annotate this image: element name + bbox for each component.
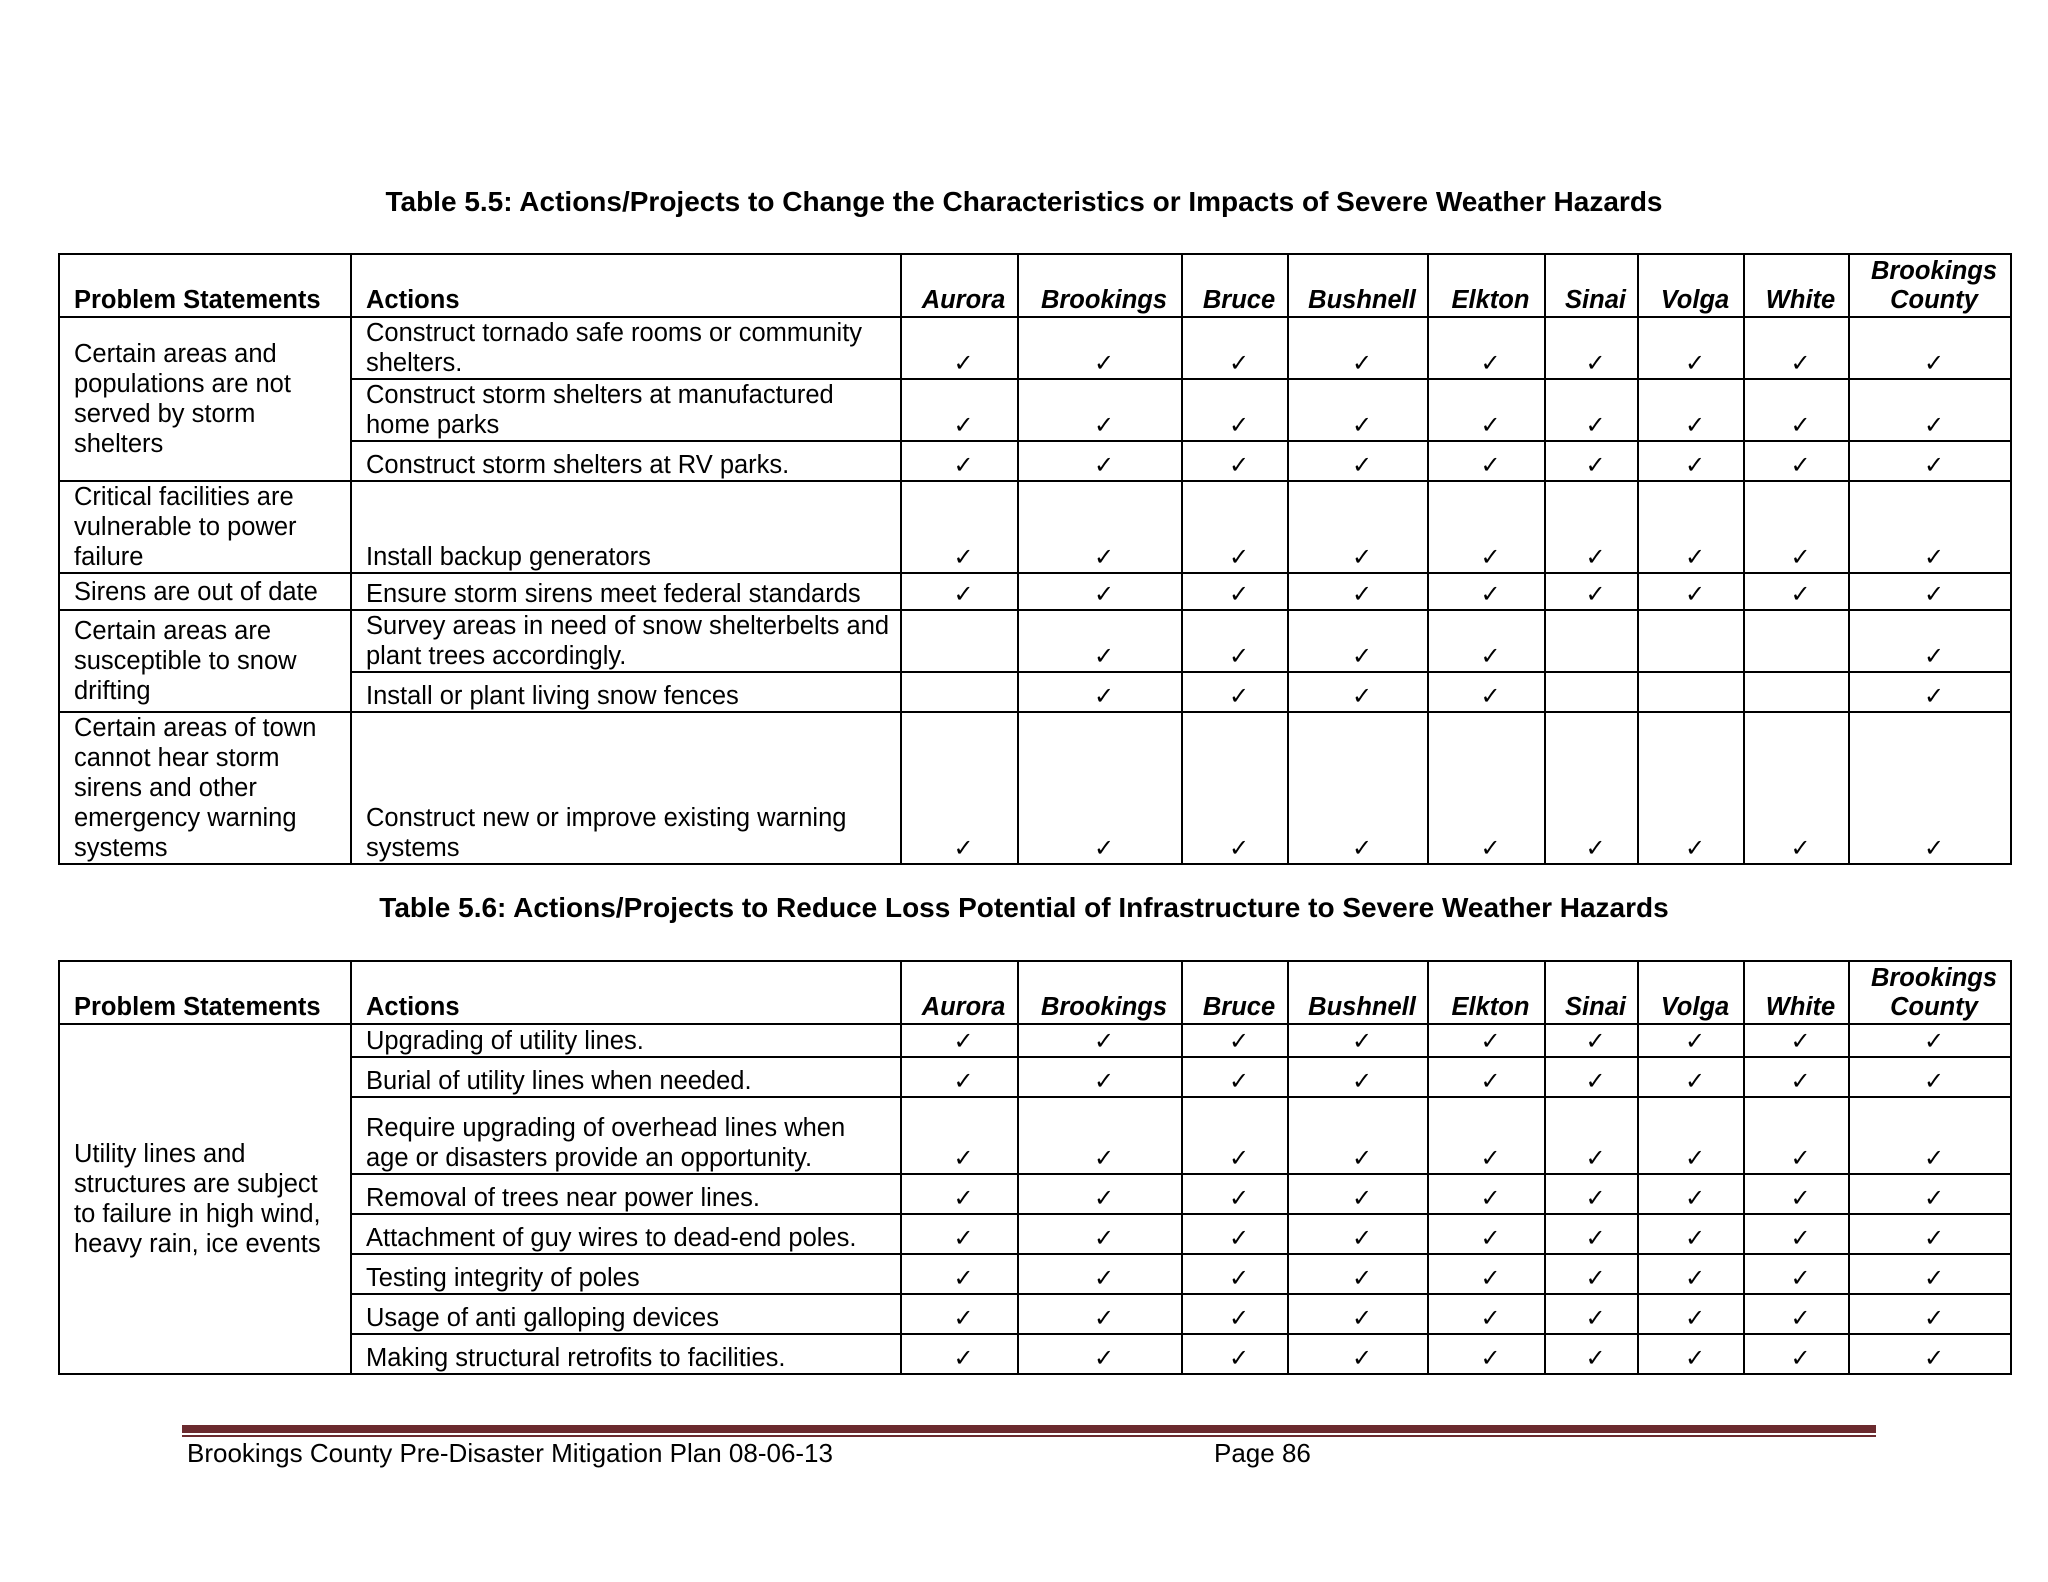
check-mark-icon: ✓ [1018,573,1182,610]
check-mark-icon: ✓ [1428,610,1545,672]
empty-cell [1638,610,1744,672]
check-mark-icon: ✓ [1744,1174,1849,1214]
empty-cell [1545,672,1638,712]
header-county-line2: County [1890,286,1978,314]
check-mark-icon: ✓ [1849,379,2011,441]
table-row [59,1254,2011,1294]
check-mark-icon: ✓ [1428,573,1545,610]
problem-statement: Critical facilities are vulnerable to power failure [59,481,351,573]
header-county-line1: Brookings [1870,964,1998,992]
check-mark-icon: ✓ [1182,1057,1288,1097]
check-mark-icon: ✓ [1545,379,1638,441]
check-mark-icon: ✓ [1545,1334,1638,1374]
check-mark-icon: ✓ [1428,712,1545,864]
action-text: Require upgrading of overhead lines when age or disasters provide an opportunity. [351,1097,901,1174]
check-mark-icon: ✓ [1744,1097,1849,1174]
check-mark-icon: ✓ [1849,481,2011,573]
check-mark-icon: ✓ [1849,672,2011,712]
table-row [59,481,2011,573]
check-mark-icon: ✓ [1849,1174,2011,1214]
check-mark-icon: ✓ [1182,712,1288,864]
problem-statement: Sirens are out of date [59,573,351,610]
check-mark-icon: ✓ [1018,672,1182,712]
check-mark-icon: ✓ [1638,573,1744,610]
check-mark-icon: ✓ [1638,1334,1744,1374]
check-mark-icon: ✓ [1182,379,1288,441]
action-text: Construct tornado safe rooms or community shelters. [351,317,901,379]
table-row [59,672,2011,712]
check-mark-icon: ✓ [1182,1214,1288,1254]
empty-cell [1638,672,1744,712]
check-mark-icon: ✓ [1849,441,2011,481]
header-volga: Volga [1638,961,1744,1024]
check-mark-icon: ✓ [1182,573,1288,610]
table-row [59,379,2011,441]
header-white: White [1744,961,1849,1024]
check-mark-icon: ✓ [1018,1174,1182,1214]
check-mark-icon: ✓ [1545,1294,1638,1334]
check-mark-icon: ✓ [1182,1294,1288,1334]
check-mark-icon: ✓ [1744,1334,1849,1374]
check-mark-icon: ✓ [1545,1254,1638,1294]
check-mark-icon: ✓ [1744,481,1849,573]
check-mark-icon: ✓ [1288,1254,1428,1294]
check-mark-icon: ✓ [1182,1254,1288,1294]
check-mark-icon: ✓ [1849,610,2011,672]
empty-cell [1545,610,1638,672]
check-mark-icon: ✓ [1018,712,1182,864]
header-sinai: Sinai [1545,961,1638,1024]
check-mark-icon: ✓ [901,1174,1018,1214]
check-mark-icon: ✓ [1849,1097,2011,1174]
check-mark-icon: ✓ [1638,1057,1744,1097]
header-aurora: Aurora [901,961,1018,1024]
action-text: Making structural retrofits to facilities. [351,1334,901,1374]
check-mark-icon: ✓ [1638,1214,1744,1254]
check-mark-icon: ✓ [1744,1294,1849,1334]
check-mark-icon: ✓ [901,379,1018,441]
check-mark-icon: ✓ [1638,1174,1744,1214]
header-volga: Volga [1638,254,1744,317]
footer-page-number: Page 86 [1214,1438,1311,1468]
problem-statement: Certain areas and populations are not served by storm shelters [59,317,351,481]
check-mark-icon: ✓ [1288,317,1428,379]
check-mark-icon: ✓ [1018,610,1182,672]
check-mark-icon: ✓ [1545,481,1638,573]
check-mark-icon: ✓ [1849,1334,2011,1374]
check-mark-icon: ✓ [1182,672,1288,712]
action-text: Upgrading of utility lines. [351,1024,901,1057]
check-mark-icon: ✓ [1428,1057,1545,1097]
check-mark-icon: ✓ [1018,1294,1182,1334]
check-mark-icon: ✓ [1545,441,1638,481]
check-mark-icon: ✓ [1182,1024,1288,1057]
header-county-line1: Brookings [1870,257,1998,285]
check-mark-icon: ✓ [1545,1097,1638,1174]
check-mark-icon: ✓ [1288,379,1428,441]
check-mark-icon: ✓ [901,441,1018,481]
problem-statement: Certain areas of town cannot hear storm sirens and other emergency warning systems [59,712,351,864]
check-mark-icon: ✓ [1744,441,1849,481]
empty-cell [1744,672,1849,712]
header-county-line2: County [1890,993,1978,1021]
check-mark-icon: ✓ [1428,1174,1545,1214]
check-mark-icon: ✓ [1288,1214,1428,1254]
check-mark-icon: ✓ [1182,1334,1288,1374]
check-mark-icon: ✓ [901,317,1018,379]
header-bushnell: Bushnell [1288,961,1428,1024]
check-mark-icon: ✓ [1428,1097,1545,1174]
table-row [59,317,2011,379]
header-white: White [1744,254,1849,317]
check-mark-icon: ✓ [1288,672,1428,712]
check-mark-icon: ✓ [1638,1294,1744,1334]
table-row [59,1024,2011,1057]
header-bushnell: Bushnell [1288,254,1428,317]
header-problem-statements: Problem Statements [59,254,351,317]
check-mark-icon: ✓ [1744,712,1849,864]
check-mark-icon: ✓ [1428,1294,1545,1334]
problem-statement: Certain areas are susceptible to snow drifting [59,610,351,712]
check-mark-icon: ✓ [1638,317,1744,379]
header-elkton: Elkton [1428,254,1545,317]
table-row [59,1294,2011,1334]
action-text: Burial of utility lines when needed. [351,1057,901,1097]
header-brookings-county [1849,254,2011,317]
check-mark-icon: ✓ [1182,610,1288,672]
check-mark-icon: ✓ [1849,1294,2011,1334]
check-mark-icon: ✓ [1638,1024,1744,1057]
check-mark-icon: ✓ [1638,1254,1744,1294]
check-mark-icon: ✓ [1638,712,1744,864]
check-mark-icon: ✓ [1288,712,1428,864]
table-row [59,573,2011,610]
check-mark-icon: ✓ [1428,481,1545,573]
check-mark-icon: ✓ [1182,317,1288,379]
action-text: Construct new or improve existing warning systems [351,712,901,864]
table-row [59,1057,2011,1097]
check-mark-icon: ✓ [901,1254,1018,1294]
action-text: Usage of anti galloping devices [351,1294,901,1334]
action-text: Construct storm shelters at RV parks. [351,441,901,481]
check-mark-icon: ✓ [1182,1097,1288,1174]
header-problem-statements: Problem Statements [59,961,351,1024]
check-mark-icon: ✓ [1018,1214,1182,1254]
check-mark-icon: ✓ [1849,712,2011,864]
check-mark-icon: ✓ [1182,441,1288,481]
check-mark-icon: ✓ [1545,1057,1638,1097]
header-brookings: Brookings [1018,961,1182,1024]
header-actions: Actions [351,254,901,317]
check-mark-icon: ✓ [1018,1024,1182,1057]
check-mark-icon: ✓ [901,573,1018,610]
check-mark-icon: ✓ [1744,573,1849,610]
check-mark-icon: ✓ [1182,1174,1288,1214]
check-mark-icon: ✓ [1545,1174,1638,1214]
check-mark-icon: ✓ [1428,441,1545,481]
check-mark-icon: ✓ [1849,1057,2011,1097]
check-mark-icon: ✓ [1638,481,1744,573]
check-mark-icon: ✓ [901,481,1018,573]
check-mark-icon: ✓ [1018,481,1182,573]
check-mark-icon: ✓ [1545,317,1638,379]
header-actions: Actions [351,961,901,1024]
empty-cell [1744,610,1849,672]
check-mark-icon: ✓ [1638,379,1744,441]
check-mark-icon: ✓ [901,1214,1018,1254]
action-text: Construct storm shelters at manufactured home parks [351,379,901,441]
check-mark-icon: ✓ [1849,573,2011,610]
check-mark-icon: ✓ [1288,1294,1428,1334]
header-row [59,961,2011,1024]
action-text: Removal of trees near power lines. [351,1174,901,1214]
footer-rule [182,1425,1876,1433]
check-mark-icon: ✓ [1018,1057,1182,1097]
check-mark-icon: ✓ [1288,573,1428,610]
footer-rule-thin [182,1435,1876,1437]
check-mark-icon: ✓ [1638,1097,1744,1174]
check-mark-icon: ✓ [1018,1334,1182,1374]
check-mark-icon: ✓ [1545,1024,1638,1057]
check-mark-icon: ✓ [1744,1214,1849,1254]
problem-statement: Utility lines and structures are subject to failure in high wind, heavy rain, ice events [59,1024,351,1374]
table-5-5-title: Table 5.5: Actions/Projects to Change the Characteristics or Impacts of Severe Weather Hazards [385,186,1663,217]
check-mark-icon: ✓ [1744,379,1849,441]
check-mark-icon: ✓ [1744,317,1849,379]
check-mark-icon: ✓ [1018,1097,1182,1174]
table-5-6 [58,960,2012,1375]
check-mark-icon: ✓ [1849,317,2011,379]
header-bruce: Bruce [1182,961,1288,1024]
header-bruce: Bruce [1182,254,1288,317]
check-mark-icon: ✓ [1428,379,1545,441]
empty-cell [901,672,1018,712]
check-mark-icon: ✓ [1018,379,1182,441]
check-mark-icon: ✓ [1288,441,1428,481]
check-mark-icon: ✓ [1428,1254,1545,1294]
table-5-5 [58,253,2012,865]
check-mark-icon: ✓ [1849,1024,2011,1057]
header-brookings: Brookings [1018,254,1182,317]
check-mark-icon: ✓ [1182,481,1288,573]
empty-cell [901,610,1018,672]
check-mark-icon: ✓ [1288,1057,1428,1097]
header-sinai: Sinai [1545,254,1638,317]
check-mark-icon: ✓ [1288,1334,1428,1374]
check-mark-icon: ✓ [901,1294,1018,1334]
check-mark-icon: ✓ [1849,1214,2011,1254]
table-row [59,1174,2011,1214]
check-mark-icon: ✓ [1428,317,1545,379]
check-mark-icon: ✓ [1428,1214,1545,1254]
table-row [59,1097,2011,1174]
action-text: Testing integrity of poles [351,1254,901,1294]
action-text: Install backup generators [351,481,901,573]
table-5-6-title: Table 5.6: Actions/Projects to Reduce Loss Potential of Infrastructure to Severe Weather Hazards [379,892,1669,923]
check-mark-icon: ✓ [1288,481,1428,573]
check-mark-icon: ✓ [1849,1254,2011,1294]
check-mark-icon: ✓ [901,1097,1018,1174]
check-mark-icon: ✓ [1545,573,1638,610]
action-text: Ensure storm sirens meet federal standards [351,573,901,610]
check-mark-icon: ✓ [1545,712,1638,864]
check-mark-icon: ✓ [1018,1254,1182,1294]
check-mark-icon: ✓ [901,1024,1018,1057]
check-mark-icon: ✓ [1018,317,1182,379]
header-elkton: Elkton [1428,961,1545,1024]
header-aurora: Aurora [901,254,1018,317]
check-mark-icon: ✓ [901,1057,1018,1097]
table-row [59,441,2011,481]
header-row [59,254,2011,317]
action-text: Install or plant living snow fences [351,672,901,712]
check-mark-icon: ✓ [1744,1057,1849,1097]
check-mark-icon: ✓ [1545,1214,1638,1254]
check-mark-icon: ✓ [1638,441,1744,481]
footer-plan-title: Brookings County Pre-Disaster Mitigation Plan 08-06-13 [187,1438,833,1468]
check-mark-icon: ✓ [1288,1174,1428,1214]
check-mark-icon: ✓ [1288,1097,1428,1174]
table-row [59,1334,2011,1374]
check-mark-icon: ✓ [1744,1024,1849,1057]
check-mark-icon: ✓ [1428,1024,1545,1057]
action-text: Survey areas in need of snow shelterbelts and plant trees accordingly. [351,610,901,672]
table-row [59,712,2011,864]
check-mark-icon: ✓ [901,712,1018,864]
check-mark-icon: ✓ [1018,441,1182,481]
check-mark-icon: ✓ [1744,1254,1849,1294]
check-mark-icon: ✓ [901,1334,1018,1374]
check-mark-icon: ✓ [1288,610,1428,672]
header-brookings-county [1849,961,2011,1024]
check-mark-icon: ✓ [1288,1024,1428,1057]
check-mark-icon: ✓ [1428,672,1545,712]
table-row [59,1214,2011,1254]
table-row [59,610,2011,672]
check-mark-icon: ✓ [1428,1334,1545,1374]
action-text: Attachment of guy wires to dead-end poles. [351,1214,901,1254]
